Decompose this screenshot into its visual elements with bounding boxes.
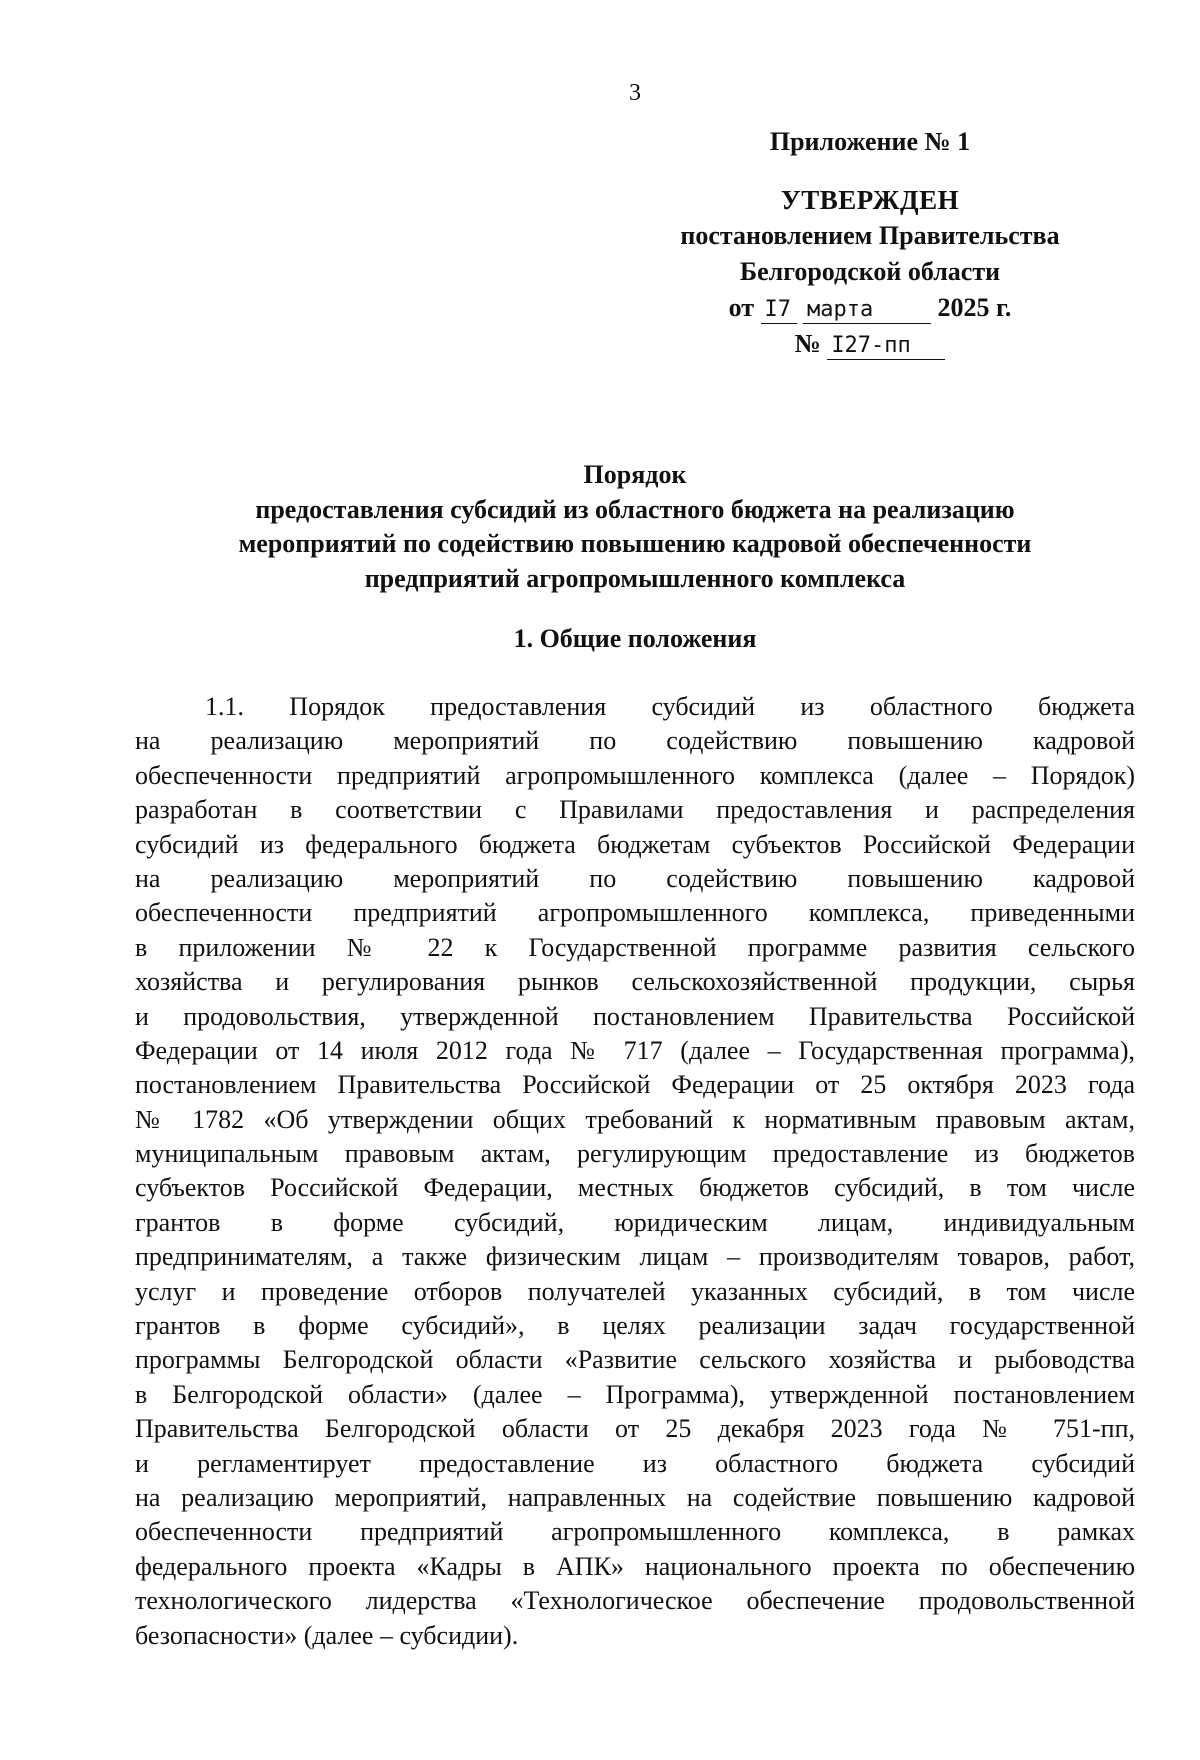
paragraph-line: обеспеченности предприятий агропромышленного комплекса (далее – Порядок) [135,760,1135,790]
paragraph-line: федерального проекта «Кадры в АПК» национального проекта по обеспечению [135,1551,1135,1581]
paragraph-line: Федерации от 14 июля 2012 года № 717 (далее – Государственная программа), [135,1035,1135,1065]
paragraph-line: субъектов Российской Федерации, местных бюджетов субсидий, в том числе [135,1173,1135,1203]
paragraph-line: на реализацию мероприятий по содействию повышению кадровой [135,726,1135,756]
paragraph-line: обеспеченности предприятий агропромышленного комплекса, приведенными [135,898,1135,928]
document-title [0,458,1200,596]
paragraph-line: предпринимателям, а также физическим лицам – производителям товаров, работ, [135,1242,1135,1272]
paragraph-line: грантов в форме субсидий», в целях реализации задач государственной [135,1311,1135,1341]
paragraph-line: услуг и проведение отборов получателей указанных субсидий, в том числе [135,1276,1135,1306]
title-line-1: Порядок [583,460,687,489]
date-prefix: от [728,293,755,322]
paragraph-line: № 1782 «Об утверждении общих требований к нормативным правовым актам, [135,1104,1135,1134]
paragraph-line: в Белгородской области» (далее – Программа), утвержденной постановлением [135,1379,1135,1409]
date-year: 2025 г. [937,293,1012,322]
paragraph-line: хозяйства и регулирования рынков сельскохозяйственной продукции, сырья [135,967,1135,997]
paragraph-line: грантов в форме субсидий, юридическим лицам, индивидуальным [135,1207,1135,1237]
paragraph-line: программы Белгородской области «Развитие сельского хозяйства и рыбоводства [135,1345,1135,1375]
approval-block [640,124,1100,362]
title-line-3: мероприятий по содействию повышению кадровой обеспеченности [238,529,1032,558]
number-prefix: № [794,329,821,358]
paragraph-line: на реализацию мероприятий, направленных на содействие повышению кадровой [135,1482,1135,1512]
paragraph-line: и продовольствия, утвержденной постановлением Правительства Российской [135,1001,1135,1031]
section-heading: 1. Общие положения [513,624,757,653]
paragraph-line: и регламентирует предоставление из областного бюджета субсидий [135,1448,1135,1478]
annex-label: Приложение № 1 [769,127,971,156]
approved-by-line-2: Белгородской области [739,257,1001,286]
approval-number-line [640,326,1100,362]
paragraph-line: Правительства Белгородской области от 25 декабря 2023 года № 751-пп, [135,1414,1135,1444]
approval-date-line [640,290,1100,326]
paragraph-1-1 [135,690,1135,1653]
paragraph-line: муниципальным правовым актам, регулирующим предоставление из бюджетов [135,1139,1135,1169]
paragraph-line: субсидий из федерального бюджета бюджетам субъектов Российской Федерации [135,829,1135,859]
title-line-2: предоставления субсидий из областного бюджета на реализацию [255,494,1015,524]
title-line-4: предприятий агропромышленного комплекса [364,563,906,593]
paragraph-line: технологического лидерства «Технологическое обеспечение продовольственной [135,1586,1135,1616]
approved-by-line-1: постановлением Правительства [680,221,1060,250]
paragraph-line: разработан в соответствии с Правилами предоставления и распределения [135,795,1135,825]
page-number: 3 [629,80,641,106]
paragraph-line: постановлением Правительства Российской Федерации от 25 октября 2023 года [135,1070,1135,1100]
date-day-field: I7 [761,297,797,324]
approved-stamp-label: УТВЕРЖДЕН [780,185,960,215]
paragraph-line: безопасности» (далее – субсидии). [135,1620,519,1650]
paragraph-line: на реализацию мероприятий по содействию повышению кадровой [135,863,1135,893]
document-number-field: I27-пп [827,333,945,360]
date-month-field: марта [803,297,931,324]
paragraph-line: обеспеченности предприятий агропромышленного комплекса, в рамках [135,1517,1135,1547]
paragraph-line: в приложении № 22 к Государственной программе развития сельского [135,932,1135,962]
paragraph-line: 1.1. Порядок предоставления субсидий из областного бюджета [205,692,1135,721]
